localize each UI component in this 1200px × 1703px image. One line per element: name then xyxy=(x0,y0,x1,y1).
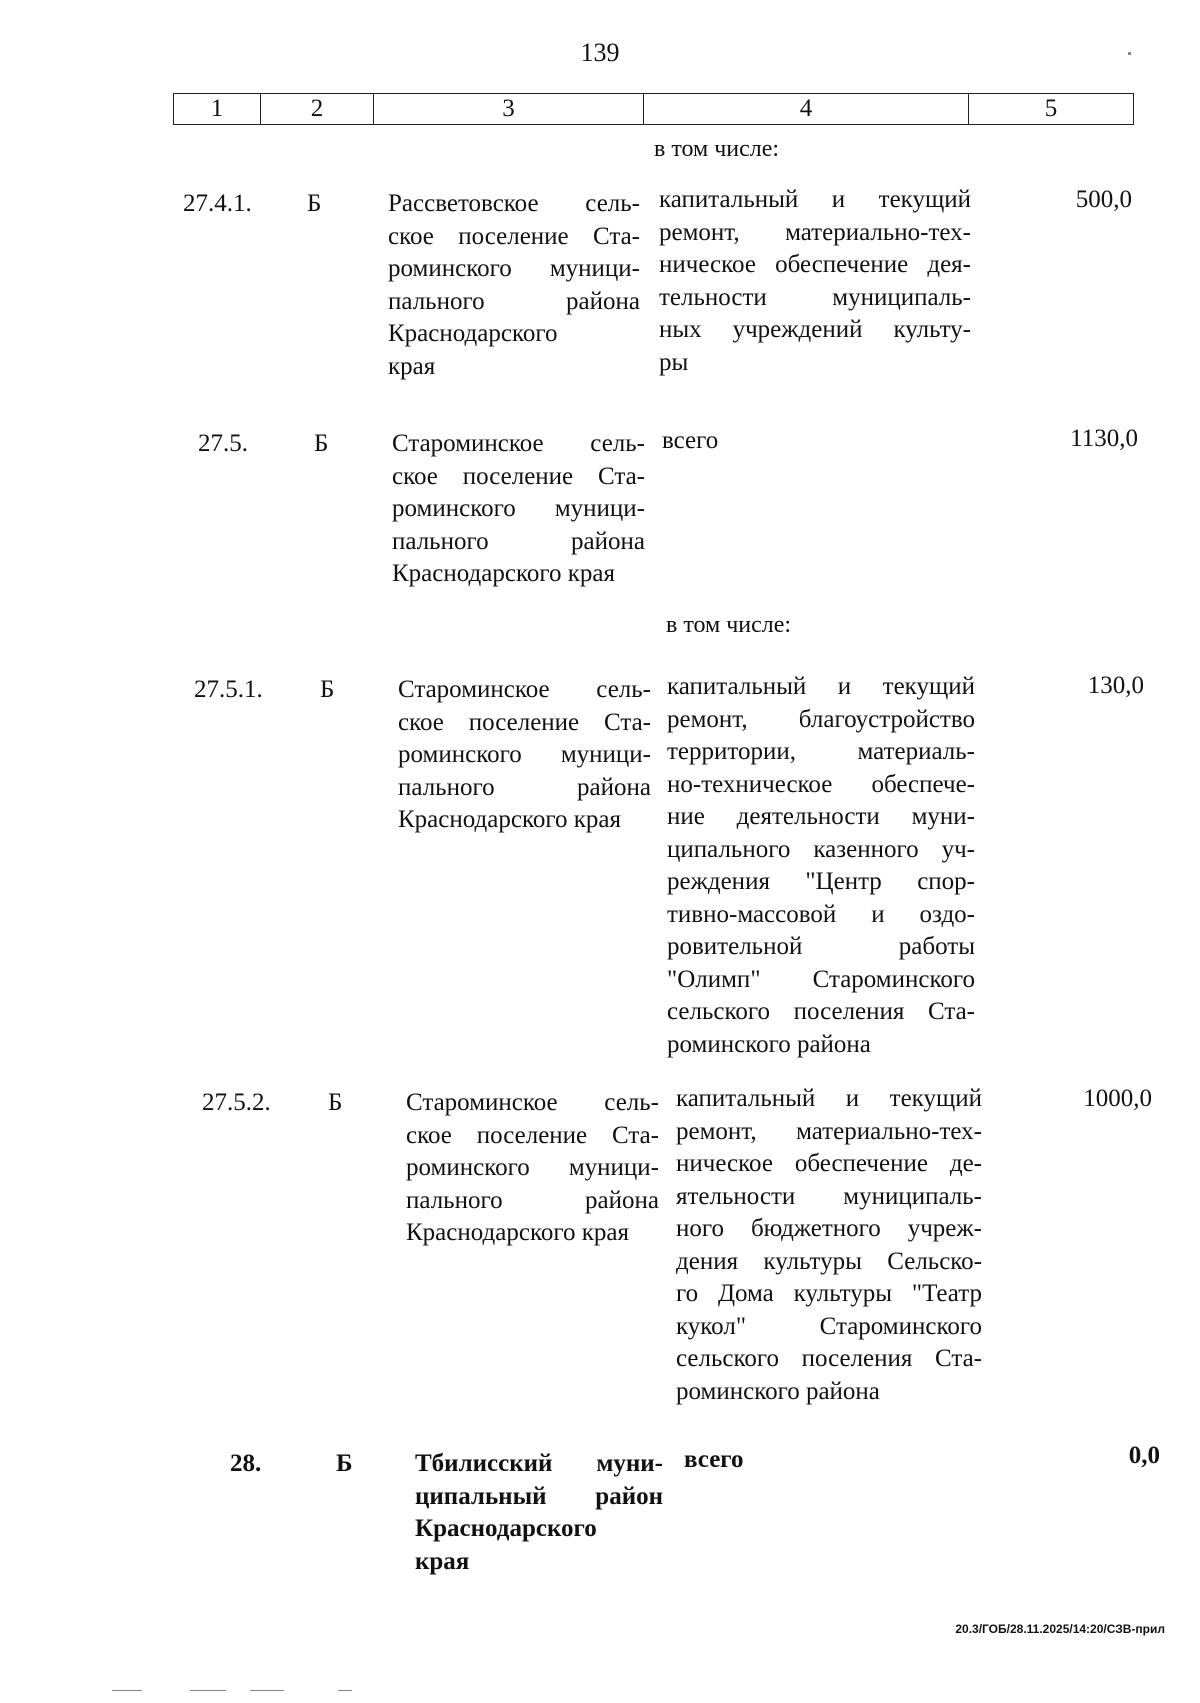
entity-line: пального района xyxy=(406,1186,659,1214)
page-number: 139 xyxy=(580,38,620,67)
entity-line: Краснодарского края xyxy=(406,1219,629,1246)
purpose-line: ремонт, благоустройство xyxy=(667,705,975,733)
purpose-line: дения культуры Сельско- xyxy=(676,1247,982,1275)
purpose-line: всего xyxy=(662,427,719,454)
column-header-2: 2 xyxy=(261,94,374,125)
entity-line: Краснодарского края xyxy=(398,806,621,833)
entity-line: роминского муници- xyxy=(406,1154,659,1181)
purpose-line: реждения "Центр спор- xyxy=(667,868,975,895)
row-number: 27.5. xyxy=(198,430,248,457)
entity-line: роминского муници- xyxy=(392,495,645,522)
purpose-line: роминского района xyxy=(676,1377,880,1405)
entity-line: Краснодарского xyxy=(415,1515,597,1542)
row-purpose xyxy=(662,425,974,458)
purpose-line: территории, материаль- xyxy=(667,738,975,765)
row-amount: 1000,0 xyxy=(1083,1085,1152,1112)
purpose-line: ных учреждений культу- xyxy=(659,316,971,343)
row-number: 27.5.1. xyxy=(194,676,263,703)
row-entity xyxy=(398,674,651,837)
purpose-line: ремонт, материально-тех- xyxy=(676,1117,982,1145)
scan-speck xyxy=(250,1690,284,1691)
row-amount: 1130,0 xyxy=(1070,425,1138,452)
row-amount: 130,0 xyxy=(1087,672,1144,699)
entity-line: пального района xyxy=(388,287,640,315)
entity-line: Тбилисский муни- xyxy=(415,1450,663,1477)
entity-line: края xyxy=(415,1547,470,1575)
column-header-3: 3 xyxy=(374,94,644,125)
entity-line: Рассветовское сель- xyxy=(388,190,640,217)
scan-speck xyxy=(1128,52,1131,55)
entity-line: роминского муници- xyxy=(398,741,651,768)
entity-line: Староминское сель- xyxy=(398,676,651,703)
entity-line: ское поселение Ста- xyxy=(392,462,645,490)
purpose-line: капитальный и текущий xyxy=(659,186,971,213)
purpose-line: тивно-массовой и оздо- xyxy=(667,900,975,928)
purpose-line: капитальный и текущий xyxy=(676,1085,982,1112)
column-header-4: 4 xyxy=(644,94,969,125)
purpose-line: капитальный и текущий xyxy=(667,673,975,700)
row-entity xyxy=(388,188,640,383)
purpose-line: но-техническое обеспече- xyxy=(667,770,975,798)
column-header-1: 1 xyxy=(174,94,261,125)
column-header-5: 5 xyxy=(969,94,1134,125)
entity-line: Краснодарского края xyxy=(392,560,615,587)
scan-speck xyxy=(112,1690,142,1691)
purpose-line: ническое обеспечение де- xyxy=(676,1150,982,1177)
purpose-line: всего xyxy=(684,1446,744,1473)
scan-speck xyxy=(190,1690,226,1691)
purpose-line: ровительной работы xyxy=(667,933,975,960)
row-entity xyxy=(392,428,645,591)
row-code: Б xyxy=(336,1450,353,1477)
scan-speck xyxy=(338,1690,352,1691)
entity-line: ское поселение Ста- xyxy=(398,708,651,736)
row-number: 27.5.2. xyxy=(202,1089,271,1116)
purpose-line: "Олимп" Староминского xyxy=(667,965,975,993)
entity-line: пального района xyxy=(392,527,645,555)
subheading-including: в том числе: xyxy=(654,136,780,162)
row-purpose xyxy=(676,1083,982,1408)
entity-line: пального района xyxy=(398,773,651,801)
entity-line: ское поселение Ста- xyxy=(388,222,640,250)
row-code: Б xyxy=(307,190,322,217)
entity-line: Краснодарского xyxy=(388,320,558,347)
purpose-line: тельности муниципаль- xyxy=(659,283,971,311)
purpose-line: кукол" Староминского xyxy=(676,1312,982,1340)
entity-line: Староминское сель- xyxy=(392,430,645,457)
purpose-line: роминского района xyxy=(667,1030,871,1058)
purpose-line: ние деятельности муни- xyxy=(667,803,975,830)
row-amount: 500,0 xyxy=(1075,186,1132,213)
row-code: Б xyxy=(328,1089,343,1116)
purpose-line: сельского поселения Ста- xyxy=(667,998,975,1025)
purpose-line: ного бюджетного учреж- xyxy=(676,1215,982,1242)
row-number: 28. xyxy=(230,1450,262,1477)
row-entity xyxy=(415,1448,663,1578)
document-footer-code: 20.3/ГОБ/28.11.2025/14:20/СЗВ-прил xyxy=(955,1622,1165,1636)
row-purpose xyxy=(667,671,975,1061)
purpose-line: ремонт, материально-тех- xyxy=(659,218,971,246)
entity-line: ское поселение Ста- xyxy=(406,1121,659,1149)
row-purpose xyxy=(659,184,971,379)
entity-line: Староминское сель- xyxy=(406,1089,659,1116)
purpose-line: ры xyxy=(659,348,689,376)
purpose-line: ническое обеспечение дея- xyxy=(659,251,971,278)
subheading-including: в том числе: xyxy=(666,612,792,638)
row-amount: 0,0 xyxy=(1128,1442,1160,1469)
row-purpose xyxy=(684,1444,996,1477)
purpose-line: го Дома культуры "Театр xyxy=(676,1280,982,1307)
row-code: Б xyxy=(314,430,329,457)
row-entity xyxy=(406,1087,659,1250)
entity-line: ципальный район xyxy=(415,1482,663,1510)
row-number: 27.4.1. xyxy=(183,190,252,217)
purpose-line: сельского поселения Ста- xyxy=(676,1345,982,1372)
entity-line: роминского муници- xyxy=(388,255,640,282)
column-header-row xyxy=(173,93,1134,125)
purpose-line: ципального казенного уч- xyxy=(667,835,975,863)
row-code: Б xyxy=(320,676,335,703)
entity-line: края xyxy=(388,352,436,380)
purpose-line: ятельности муниципаль- xyxy=(676,1182,982,1210)
